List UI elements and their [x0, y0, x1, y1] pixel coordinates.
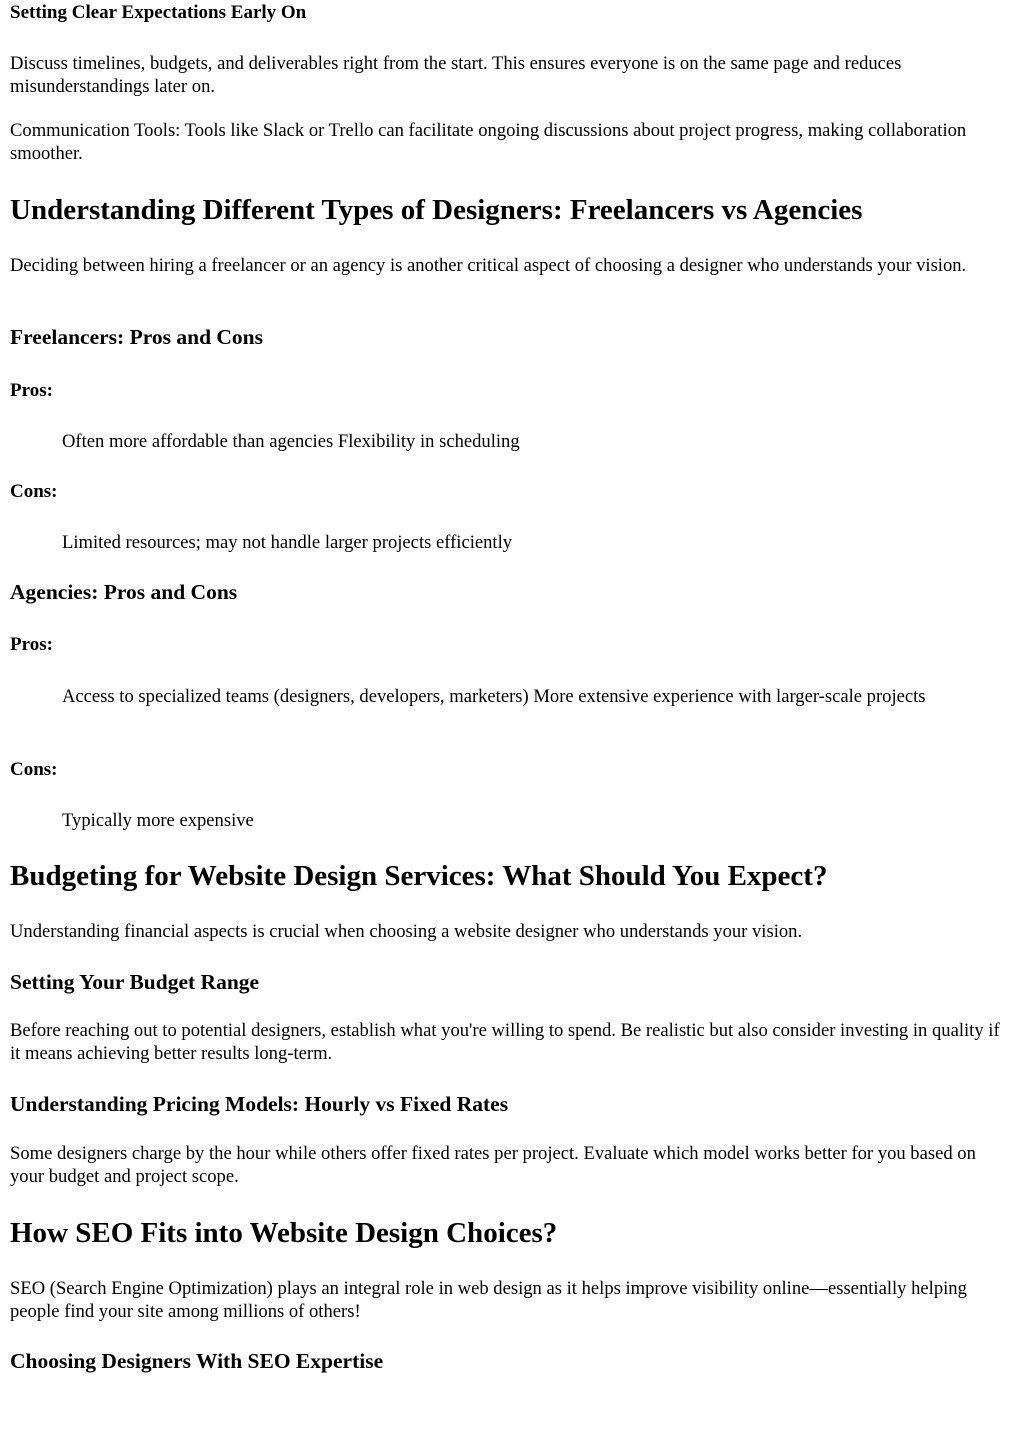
heading-seo: How SEO Fits into Website Design Choices? [10, 1217, 558, 1249]
paragraph-communication-tools: Communication Tools: Tools like Slack or Trello can facilitate ongoing discussions about project progress, making collaboration smoother. [10, 120, 967, 165]
paragraph-pricing-models: Some designers charge by the hour while others offer fixed rates per project. Evaluate which model works better for you based on your budget and project scope. [10, 1143, 976, 1188]
heading-budgeting: Budgeting for Website Design Services: What Should You Expect? [10, 860, 828, 892]
heading-freelancers: Freelancers: Pros and Cons [10, 325, 264, 349]
text-freelancers-cons: Limited resources; may not handle larger projects efficiently [62, 532, 513, 553]
paragraph-expectations-discuss: Discuss timelines, budgets, and deliverables right from the start. This ensures everyone is on the same page and reduces misunderstandings later on. [10, 53, 902, 98]
text-agencies-pros: Access to specialized teams (designers, developers, marketers) More extensive experience with larger-scale projects [62, 686, 926, 707]
heading-pricing-models: Understanding Pricing Models: Hourly vs Fixed Rates [10, 1092, 509, 1116]
heading-designer-types: Understanding Different Types of Designers: Freelancers vs Agencies [10, 194, 863, 226]
label-freelancers-pros: Pros: [10, 380, 53, 401]
label-freelancers-cons: Cons: [10, 481, 58, 502]
paragraph-budgeting: Understanding financial aspects is crucial when choosing a website designer who understands your vision. [10, 921, 803, 942]
heading-budget-range: Setting Your Budget Range [10, 970, 260, 994]
heading-agencies: Agencies: Pros and Cons [10, 580, 238, 604]
label-agencies-pros: Pros: [10, 634, 53, 655]
paragraph-budget-range: Before reaching out to potential designers, establish what you're willing to spend. Be realistic but also consider investing in quality if it means achieving better results long-term. [10, 1020, 1000, 1065]
label-agencies-cons: Cons: [10, 759, 58, 780]
paragraph-designer-types: Deciding between hiring a freelancer or an agency is another critical aspect of choosing a designer who understands your vision. [10, 255, 967, 276]
heading-setting-expectations: Setting Clear Expectations Early On [10, 2, 307, 23]
text-freelancers-pros: Often more affordable than agencies Flexibility in scheduling [62, 431, 520, 452]
text-agencies-cons: Typically more expensive [62, 810, 254, 831]
heading-seo-designers: Choosing Designers With SEO Expertise [10, 1349, 384, 1373]
paragraph-seo: SEO (Search Engine Optimization) plays an integral role in web design as it helps improve visibility online—essentially helping people find your site among millions of others! [10, 1278, 967, 1323]
